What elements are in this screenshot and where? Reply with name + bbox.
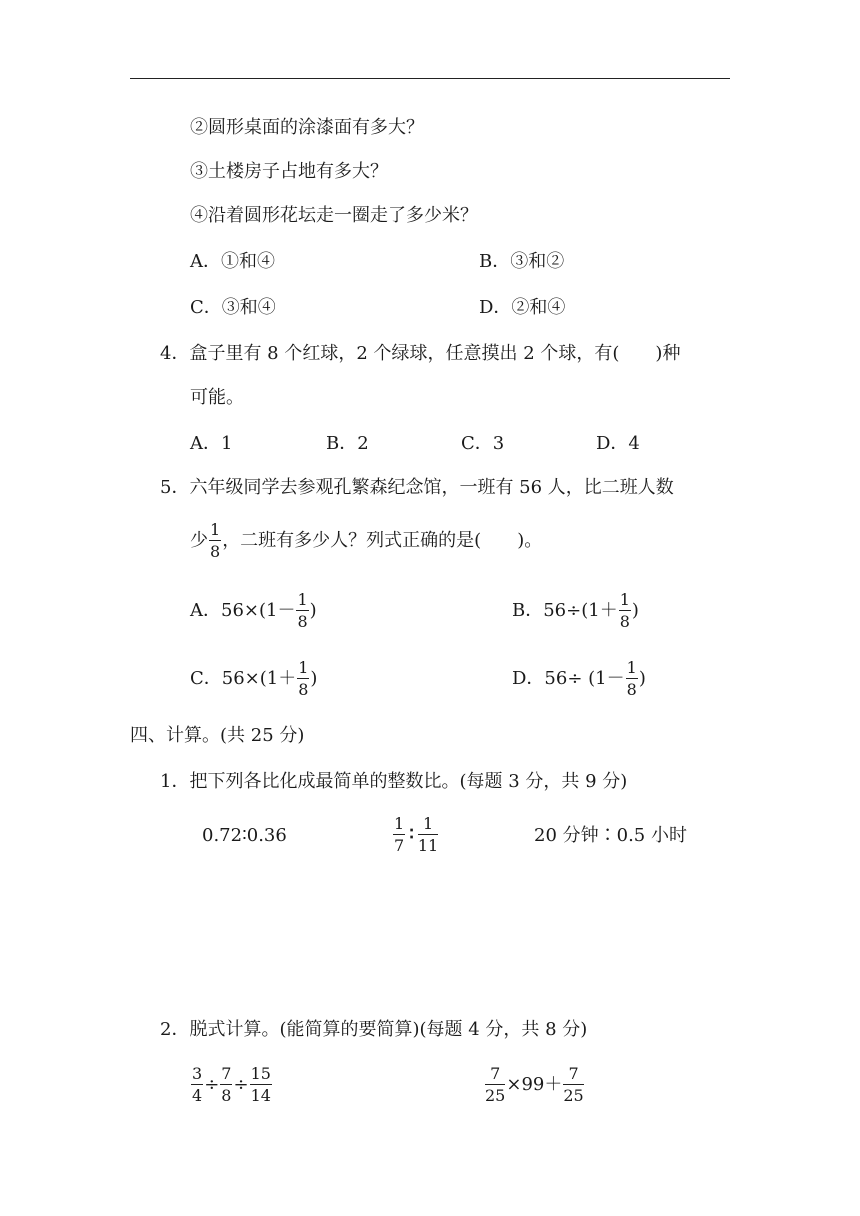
fraction-denominator: 7 [394,836,405,855]
q5-option-a [190,592,317,630]
q3-item-3: ③土楼房子占地有多大？ [190,161,388,182]
header-rule [130,78,730,79]
q5-option-c [190,660,317,698]
ratio-2-fraction-a [393,816,405,854]
option-fraction [619,592,631,630]
fraction-denominator: 4 [192,1086,203,1105]
fraction-numerator: 1 [394,814,405,833]
fraction-denominator: 8 [210,542,221,561]
fraction-numerator: 15 [250,1064,271,1083]
option-fraction [296,592,308,630]
q4-option-b: B．2 [326,433,369,454]
q4-option-c: C．3 [461,433,505,454]
ratio-colon: ∶ [409,824,414,845]
fraction-denominator: 25 [485,1086,506,1105]
expression-1 [190,1066,273,1104]
section-4-sub1: 1．把下列各比化成最简单的整数比。(每题 3 分，共 9 分) [160,771,628,792]
fraction-numerator: 1 [619,590,630,609]
ratio-1: 0.72∶0.36 [202,825,287,846]
option-close-paren: ) [309,600,317,621]
q3-option-d: D．②和④ [479,297,566,318]
expr1-fraction-1 [191,1066,203,1104]
ratio-3: 20 分钟∶0.5 小时 [534,825,687,846]
q3-option-b: B．③和② [479,251,565,272]
option-label: A．56×(1－ [190,600,296,621]
expression-2 [484,1066,585,1104]
expr2-fraction-2 [563,1066,583,1104]
fraction-denominator: 11 [417,836,439,855]
q5-line2-prefix: 少 [190,530,208,551]
fraction-denominator: 8 [297,612,308,631]
section-4-sub2: 2．脱式计算。(能简算的要简算)(每题 4 分，共 8 分) [160,1019,588,1040]
fraction-numerator: 1 [210,520,221,539]
fraction-denominator: 8 [619,612,630,631]
option-label: D．56÷ (1－ [512,668,625,689]
option-fraction [297,660,309,698]
q3-item-2: ②圆形桌面的涂漆面有多大？ [190,117,424,138]
q3-item-4: ④沿着圆形花坛走一圈走了多少米？ [190,205,478,226]
fraction-numerator: 1 [298,658,309,677]
option-close-paren: ) [310,668,318,689]
option-close-paren: ) [638,668,646,689]
q5-stem-line1: 5．六年级同学去参观孔繁森纪念馆，一班有 56 人，比二班人数 [160,477,674,498]
q4-stem-line2: 可能。 [190,387,244,408]
option-label: B．56÷(1＋ [512,600,618,621]
q5-fraction [209,522,221,560]
fraction-denominator: 14 [250,1086,271,1105]
fraction-denominator: 8 [298,680,309,699]
option-close-paren: ) [631,600,639,621]
q4-option-a: A．1 [190,433,233,454]
fraction-numerator: 1 [626,658,637,677]
fraction-numerator: 3 [192,1064,203,1083]
q3-option-a: A．①和④ [190,251,275,272]
fraction-denominator: 8 [626,680,637,699]
q5-stem-line2 [190,522,542,560]
fraction-denominator: 8 [221,1086,232,1105]
q5-line2-suffix: ，二班有多少人？列式正确的是( )。 [222,530,543,551]
expr2-fraction-1 [485,1066,505,1104]
q5-option-b [512,592,639,630]
section-4-heading: 四、计算。(共 25 分) [130,725,305,746]
q4-stem-line1: 4．盒子里有 8 个红球，2 个绿球，任意摸出 2 个球，有( )种 [160,343,681,364]
ratio-2 [392,816,439,854]
q5-option-d [512,660,646,698]
fraction-numerator: 7 [563,1066,583,1085]
fraction-numerator: 1 [418,816,438,835]
q3-option-c: C．③和④ [190,297,276,318]
fraction-numerator: 1 [297,590,308,609]
fraction-numerator: 7 [221,1064,232,1083]
fraction-numerator: 7 [485,1066,505,1085]
operator: ÷ [204,1074,220,1095]
ratio-2-fraction-b [418,816,438,854]
fraction-denominator: 25 [563,1086,584,1105]
q4-option-d: D．4 [596,433,640,454]
expr1-fraction-3 [250,1066,272,1104]
expr2-middle: ×99＋ [506,1074,563,1095]
option-fraction [626,660,638,698]
operator: ÷ [233,1074,249,1095]
expr1-fraction-2 [220,1066,232,1104]
option-label: C．56×(1＋ [190,668,297,689]
